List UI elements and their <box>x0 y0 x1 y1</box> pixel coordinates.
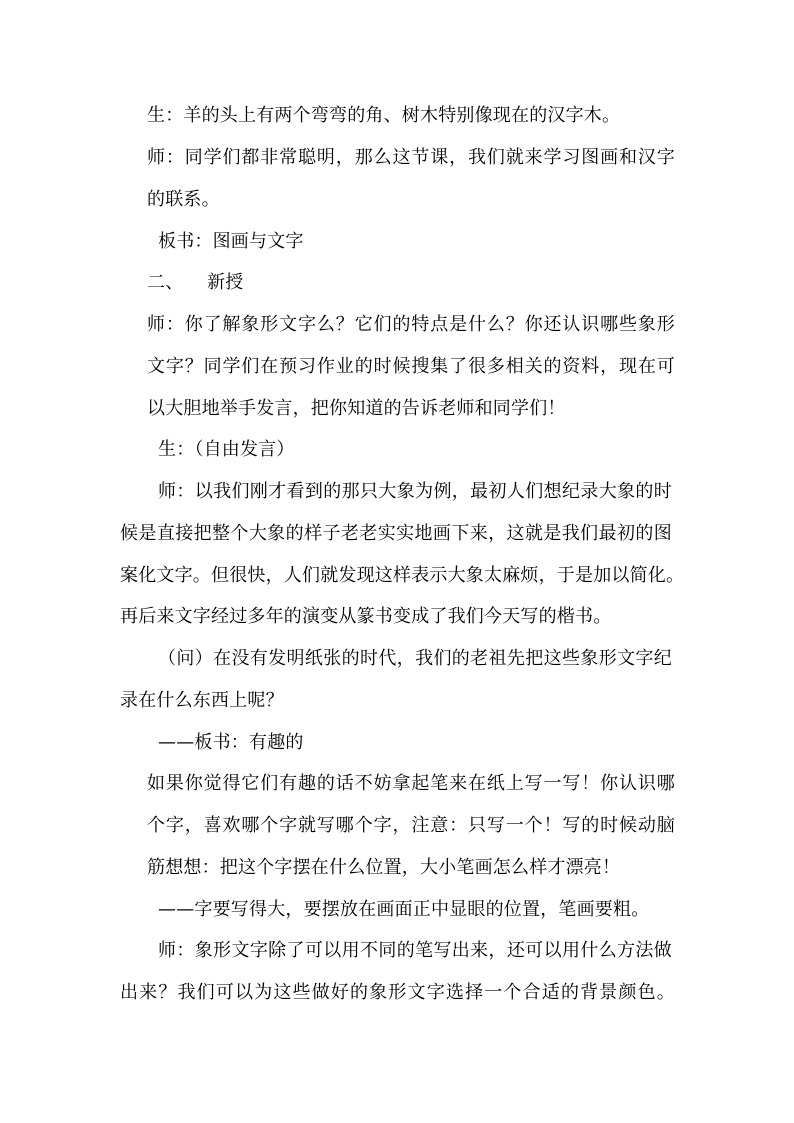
dialogue-line-continuation: 以大胆地举手发言，把你知道的告诉老师和同学们！ <box>147 398 566 419</box>
dialogue-line-teacher: 师：同学们都非常聪明，那么这节课，我们就来学习图画和汉字 <box>147 147 675 168</box>
question-line: （问）在没有发明纸张的时代，我们的老祖先把这些象形文字纪 <box>158 648 672 669</box>
blackboard-note: ——板书：有趣的 <box>158 732 304 753</box>
paragraph-line: 候是直接把整个大象的样子老老实实地画下来，这就是我们最初的图 <box>120 523 672 544</box>
paragraph-line: 如果你觉得它们有趣的话不妨拿起笔来在纸上写一写！你认识哪 <box>147 773 675 794</box>
section-heading: 二、 新授 <box>147 272 244 293</box>
dialogue-line-student: 生：（自由发言） <box>158 439 295 460</box>
dialogue-line-teacher: 师：你了解象形文字么？它们的特点是什么？你还认识哪些象形 <box>147 314 675 335</box>
dialogue-line-continuation: 文字？同学们在预习作业的时候搜集了很多相关的资料，现在可 <box>147 356 675 377</box>
paragraph-line: 案化文字。但很快，人们就发现这样表示大象太麻烦，于是加以简化。 <box>120 565 685 586</box>
blackboard-note: 板书：图画与文字 <box>158 231 304 252</box>
dialogue-line-teacher: 师：象形文字除了可以用不同的笔写出来，还可以用什么方法做 <box>158 940 672 961</box>
dialogue-line-student: 生：羊的头上有两个弯弯的角、树木特别像现在的汉字木。 <box>147 105 621 126</box>
paragraph-line: 个字，喜欢哪个字就写哪个字，注意：只写一个！写的时候动脑 <box>147 815 675 836</box>
blackboard-note: ——字要写得大，要摆放在画面正中显眼的位置，笔画要粗。 <box>158 899 650 920</box>
dialogue-line-continuation: 的联系。 <box>147 189 220 210</box>
paragraph-line: 出来？我们可以为这些做好的象形文字选择一个合适的背景颜色。 <box>120 982 675 1003</box>
paragraph-line: 再后来文字经过多年的演变从篆书变成了我们今天写的楷书。 <box>120 606 612 627</box>
question-line: 录在什么东西上呢？ <box>120 690 284 711</box>
paragraph-line: 师：以我们刚才看到的那只大象为例，最初人们想纪录大象的时 <box>158 481 672 502</box>
paragraph-line: 筋想想：把这个字摆在什么位置，大小笔画怎么样才漂亮！ <box>147 857 621 878</box>
